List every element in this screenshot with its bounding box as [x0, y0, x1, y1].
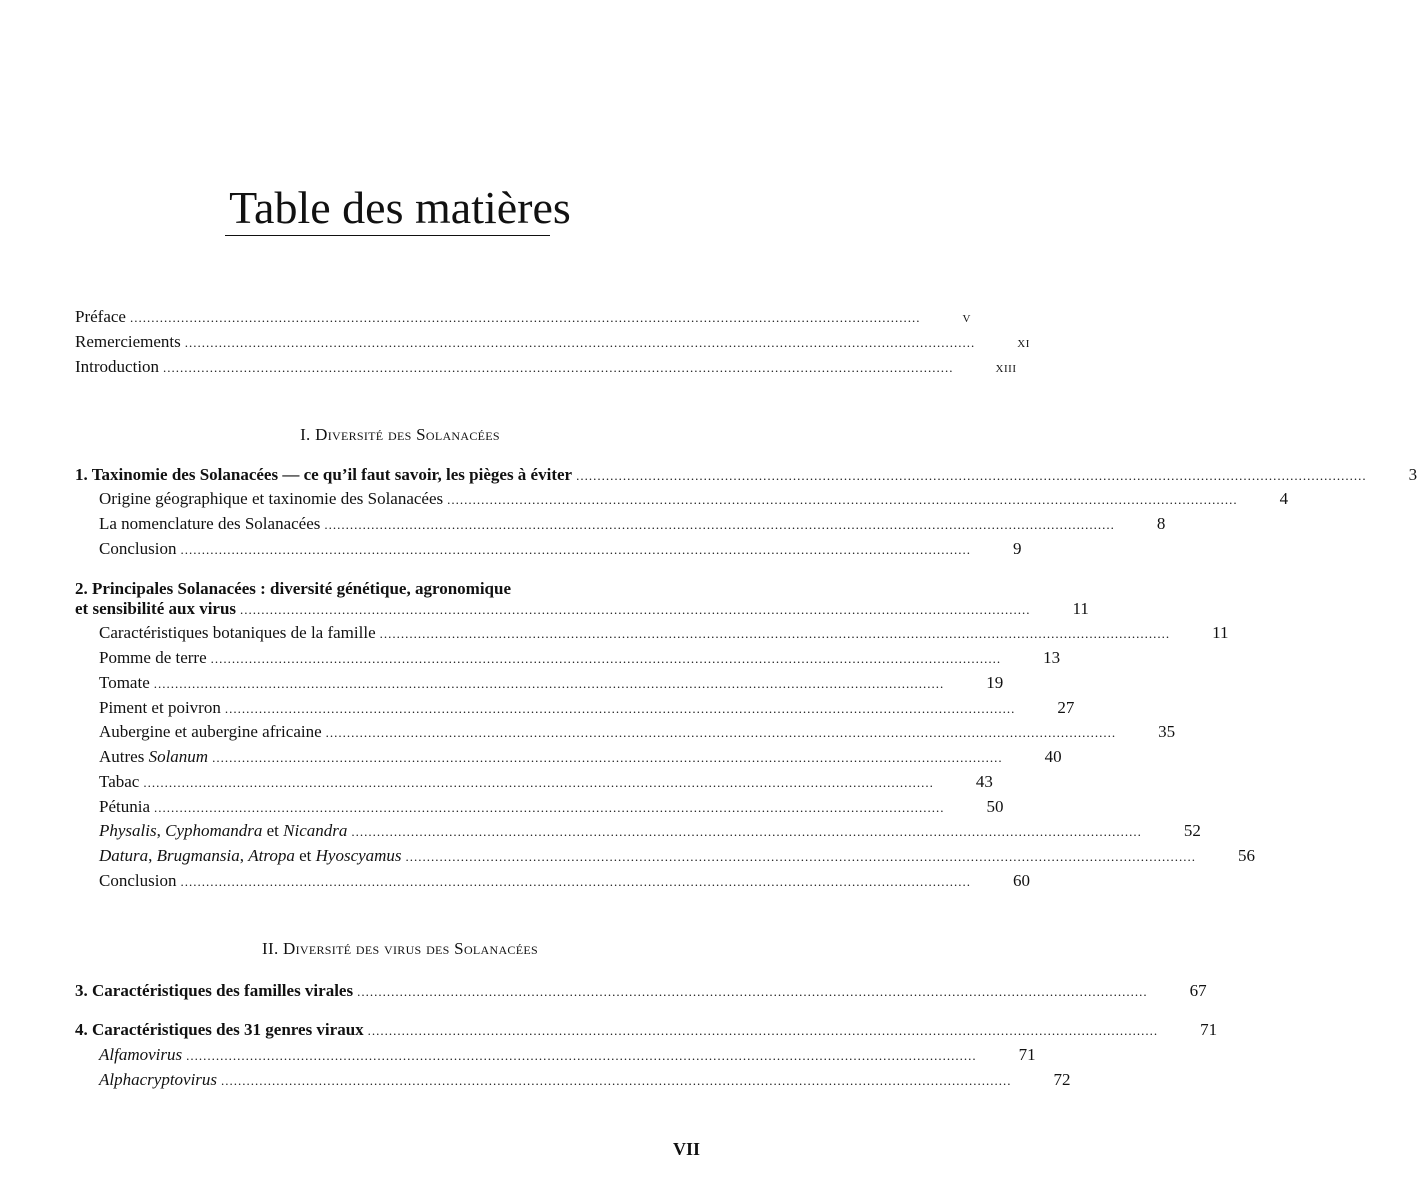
toc-entry[interactable] — [99, 671, 1004, 695]
part-heading-2: II. Diversité des virus des Solanacées — [262, 939, 538, 958]
toc-label-italic: Physalis — [99, 821, 157, 840]
toc-entry[interactable] — [99, 1068, 1071, 1092]
dot-leader: .......................................................................................................................................................................................... — [163, 360, 954, 375]
toc-label: Introduction — [75, 357, 160, 376]
toc-label-italic: Hyoscyamus — [315, 846, 402, 865]
dot-leader: .......................................................................................................................................................................................... — [224, 701, 1016, 716]
toc-page-number: 67 — [1189, 981, 1207, 1000]
dot-leader: .......................................................................................................................................................................................... — [186, 1048, 977, 1063]
toc-entry[interactable] — [99, 621, 1229, 645]
toc-chapter-title: 1. Taxinomie des Solanacées — ce qu’il faut savoir, les pièges à éviter — [75, 465, 573, 484]
toc-entry[interactable] — [99, 770, 993, 794]
toc-label-italic: Nicandra — [283, 821, 348, 840]
toc-entry-preface[interactable] — [75, 305, 971, 329]
toc-page-number: 3 — [1408, 465, 1417, 484]
toc-chapter-1[interactable] — [75, 463, 1417, 487]
toc-label: Préface — [75, 307, 126, 326]
dot-leader: .......................................................................................................................................................................................... — [221, 1073, 1012, 1088]
part-heading-1: I. Diversité des Solanacées — [300, 425, 500, 444]
toc-entry[interactable] — [99, 869, 1030, 893]
toc-entry-introduction[interactable] — [75, 355, 1017, 379]
toc-entry[interactable] — [99, 745, 1062, 769]
toc-chapter-title: et sensibilité aux virus — [75, 599, 237, 618]
toc-entry[interactable] — [99, 487, 1289, 511]
dot-leader: .......................................................................................................................................................................................... — [240, 602, 1031, 617]
toc-page-number: 13 — [1043, 648, 1061, 667]
dot-leader: .......................................................................................................................................................................................... — [324, 517, 1115, 532]
toc-label: Tomate — [99, 673, 150, 692]
toc-page-number: 60 — [1012, 871, 1030, 890]
toc-chapter-title: 3. Caractéristiques des familles virales — [75, 981, 354, 1000]
dot-leader: .......................................................................................................................................................................................... — [143, 775, 934, 790]
dot-leader: .......................................................................................................................................................................................... — [210, 651, 1002, 666]
dot-leader: .......................................................................................................................................................................................... — [153, 676, 945, 691]
toc-label — [99, 745, 212, 769]
toc-label-text: , — [148, 846, 157, 865]
dot-leader: .......................................................................................................................................................................................... — [129, 310, 921, 325]
toc-page-number: 40 — [1044, 747, 1062, 766]
toc-label: Aubergine et aubergine africaine — [99, 722, 322, 741]
toc-label: Pomme de terre — [99, 648, 207, 667]
toc-label-text: et — [294, 846, 316, 865]
toc-label-italic: Datura — [99, 846, 149, 865]
toc-entry-remerciements[interactable] — [75, 330, 1030, 354]
toc-entry[interactable] — [99, 844, 1256, 868]
toc-label: Conclusion — [99, 539, 177, 558]
toc-page-number: 19 — [986, 673, 1004, 692]
toc-page-number: xi — [1017, 335, 1030, 351]
title-underline — [225, 235, 550, 236]
toc-page-number: 11 — [1072, 599, 1089, 618]
toc-label-italic: Solanum — [148, 747, 209, 766]
dot-leader: .......................................................................................................................................................................................... — [351, 824, 1142, 839]
dot-leader: .......................................................................................................................................................................................... — [367, 1023, 1159, 1038]
toc-entry[interactable] — [99, 696, 1075, 720]
toc-label: Origine géographique et taxinomie des Solanacées — [99, 489, 444, 508]
toc-entry[interactable] — [99, 1043, 1036, 1067]
toc-entry[interactable] — [99, 795, 1004, 819]
toc-page-number: 56 — [1238, 846, 1256, 865]
toc-page-number: 71 — [1200, 1020, 1218, 1039]
toc-label — [99, 1043, 186, 1067]
toc-page-number: v — [962, 310, 971, 326]
toc-page-number: 4 — [1279, 489, 1289, 508]
toc-page-number: 11 — [1212, 623, 1229, 642]
page-title: Table des matières — [229, 182, 571, 233]
toc-label-italic: Brugmansia — [156, 846, 240, 865]
toc-chapter-title: 4. Caractéristiques des 31 genres viraux — [75, 1020, 364, 1039]
toc-page-number: 43 — [975, 772, 993, 791]
toc-page-number: xiii — [995, 360, 1017, 376]
toc-label-text: Autres — [99, 747, 149, 766]
dot-leader: .......................................................................................................................................................................................... — [405, 849, 1197, 864]
toc-label-italic: Alphacryptovirus — [99, 1070, 218, 1089]
toc-entry[interactable] — [99, 646, 1061, 670]
toc-entry[interactable] — [99, 720, 1176, 744]
toc-entry[interactable] — [99, 512, 1166, 536]
toc-page-number: 27 — [1057, 698, 1075, 717]
toc-chapter-2[interactable] — [75, 597, 1089, 621]
dot-leader: .......................................................................................................................................................................................... — [379, 626, 1171, 641]
toc-label: Pétunia — [99, 797, 150, 816]
toc-label: Caractéristiques botaniques de la famille — [99, 623, 376, 642]
dot-leader: .......................................................................................................................................................................................... — [180, 874, 971, 889]
toc-page-number: 8 — [1156, 514, 1166, 533]
dot-leader: .......................................................................................................................................................................................... — [212, 750, 1003, 765]
toc-label-text: , — [156, 821, 166, 840]
toc-label: La nomenclature des Solanacées — [99, 514, 321, 533]
dot-leader: .......................................................................................................................................................................................... — [357, 984, 1148, 999]
toc-label — [99, 819, 351, 843]
toc-chapter-2-title-line1[interactable]: 2. Principales Solanacées : diversité génétique, agronomique — [75, 579, 511, 598]
toc-label-text: , — [239, 846, 249, 865]
page-folio: VII — [672, 1139, 700, 1159]
toc-label: Conclusion — [99, 871, 177, 890]
toc-label-italic: Alfamovirus — [99, 1045, 183, 1064]
toc-label — [99, 1068, 221, 1092]
dot-leader: .......................................................................................................................................................................................... — [184, 335, 976, 350]
toc-label-italic: Atropa — [248, 846, 295, 865]
dot-leader: .......................................................................................................................................................................................... — [154, 800, 945, 815]
toc-label-italic: Cyphomandra — [165, 821, 263, 840]
toc-chapter-3[interactable] — [75, 979, 1207, 1003]
toc-label: Piment et poivron — [99, 698, 221, 717]
dot-leader: .......................................................................................................................................................................................... — [576, 468, 1367, 483]
toc-entry[interactable] — [99, 819, 1201, 843]
toc-chapter-4[interactable] — [75, 1018, 1218, 1042]
toc-page-number: 52 — [1183, 821, 1201, 840]
dot-leader: .......................................................................................................................................................................................... — [325, 725, 1117, 740]
toc-page-number: 9 — [1012, 539, 1022, 558]
dot-leader: .......................................................................................................................................................................................... — [180, 542, 971, 557]
toc-label: Tabac — [99, 772, 140, 791]
toc-page-number: 72 — [1053, 1070, 1071, 1089]
toc-label — [99, 844, 406, 868]
toc-page-number: 71 — [1018, 1045, 1036, 1064]
toc-entry[interactable] — [99, 537, 1022, 561]
toc-label-text: et — [262, 821, 284, 840]
dot-leader: .......................................................................................................................................................................................... — [447, 492, 1238, 507]
toc-page-number: 35 — [1158, 722, 1176, 741]
toc-page-number: 50 — [986, 797, 1004, 816]
toc-label: Remerciements — [75, 332, 181, 351]
